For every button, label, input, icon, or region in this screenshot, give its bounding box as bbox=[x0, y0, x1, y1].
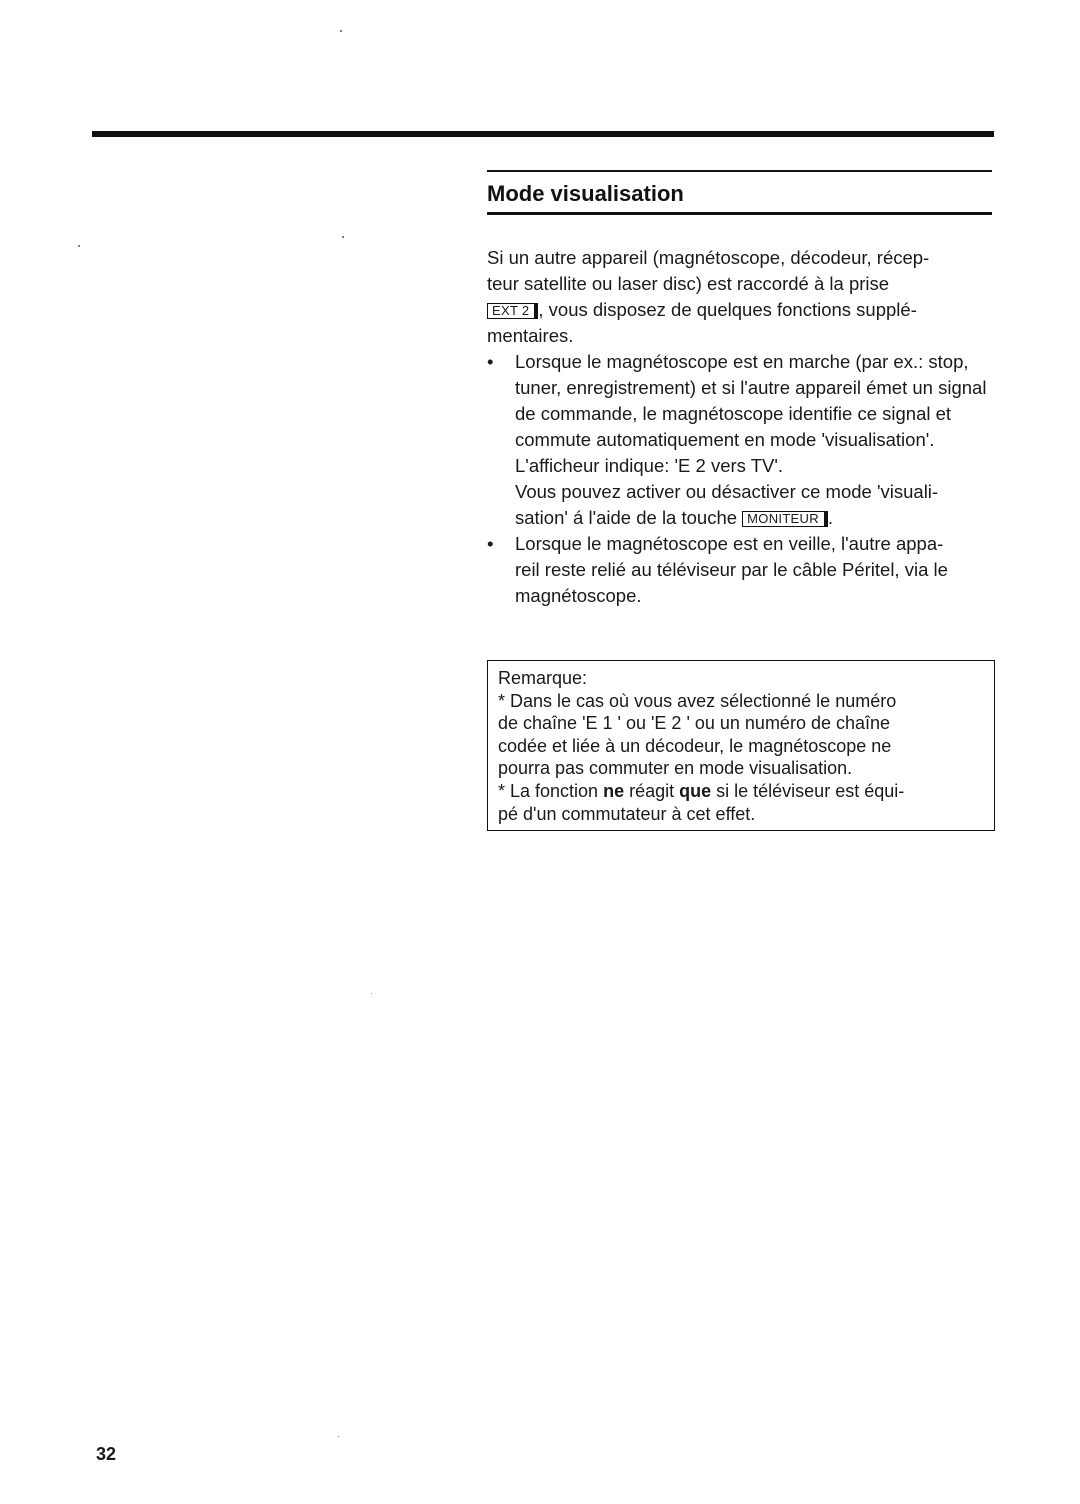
bullet-item-standby bbox=[487, 531, 992, 609]
note-item-2-part3: si le téléviseur est équi- pé d'un commutateur à cet effet. bbox=[498, 780, 905, 824]
bullet-dot-icon: • bbox=[487, 351, 494, 372]
followup-text-before: Vous pouvez activer ou désactiver ce mode 'visuali- sation' á l'aide de la touche bbox=[515, 481, 939, 528]
followup-text-after: . bbox=[827, 507, 834, 528]
scan-speck bbox=[338, 1436, 339, 1437]
note-item-1: * Dans le cas où vous avez sélectionné le numéro de chaîne 'E 1 ' ou 'E 2 ' ou un numéro de chaîne codée et liée à un décodeur, le magnétoscope ne pourra pas commuter en mode visualisation. bbox=[498, 690, 897, 779]
bullet-item-operation-text: Lorsque le magnétoscope est en marche (par ex.: stop, tuner, enregistrement) et si l'autre appareil émet un signal de commande, le magnétoscope identifie ce signal et commute automatiquement en mode 'visualisation'. L'afficheur indique: 'E 2 vers TV'. bbox=[515, 351, 987, 476]
note-item-2 bbox=[498, 780, 984, 825]
moniteur-key: MONITEUR bbox=[742, 511, 828, 527]
note-label: Remarque: bbox=[498, 668, 588, 688]
note-item-2-part1: * La fonction bbox=[498, 780, 604, 801]
intro-text-before: Si un autre appareil (magnétoscope, décodeur, récep- teur satellite ou laser disc) est raccordé à la prise bbox=[487, 247, 930, 294]
bullet-item-operation-followup bbox=[515, 479, 992, 531]
scan-speck bbox=[340, 30, 342, 32]
section-title: Mode visualisation bbox=[487, 181, 684, 206]
scan-speck bbox=[78, 245, 80, 247]
section-heading bbox=[487, 170, 992, 215]
note-item-2-bold-que: que bbox=[679, 780, 712, 801]
note-item-2-bold-ne: ne bbox=[603, 780, 625, 801]
scan-speck bbox=[342, 236, 344, 238]
bullet-dot-icon: • bbox=[487, 533, 494, 554]
bullet-item-standby-text: Lorsque le magnétoscope est en veille, l'autre appa- reil reste relié au téléviseur par le câble Péritel, via le magnétoscope. bbox=[515, 533, 948, 606]
intro-text-after: , vous disposez de quelques fonctions supplé- mentaires. bbox=[487, 299, 917, 346]
main-content bbox=[487, 245, 992, 609]
bullet-list bbox=[487, 349, 992, 609]
heading-rule-bottom bbox=[487, 212, 992, 215]
scan-speck bbox=[371, 993, 372, 994]
intro-paragraph bbox=[487, 245, 992, 349]
top-rule bbox=[92, 131, 994, 137]
page-number: 32 bbox=[96, 1444, 117, 1464]
heading-rule-top bbox=[487, 170, 992, 172]
ext2-key: EXT 2 bbox=[487, 303, 538, 319]
bullet-item-operation bbox=[487, 349, 992, 531]
note-box bbox=[487, 660, 995, 831]
note-item-2-part2: réagit bbox=[624, 780, 680, 801]
